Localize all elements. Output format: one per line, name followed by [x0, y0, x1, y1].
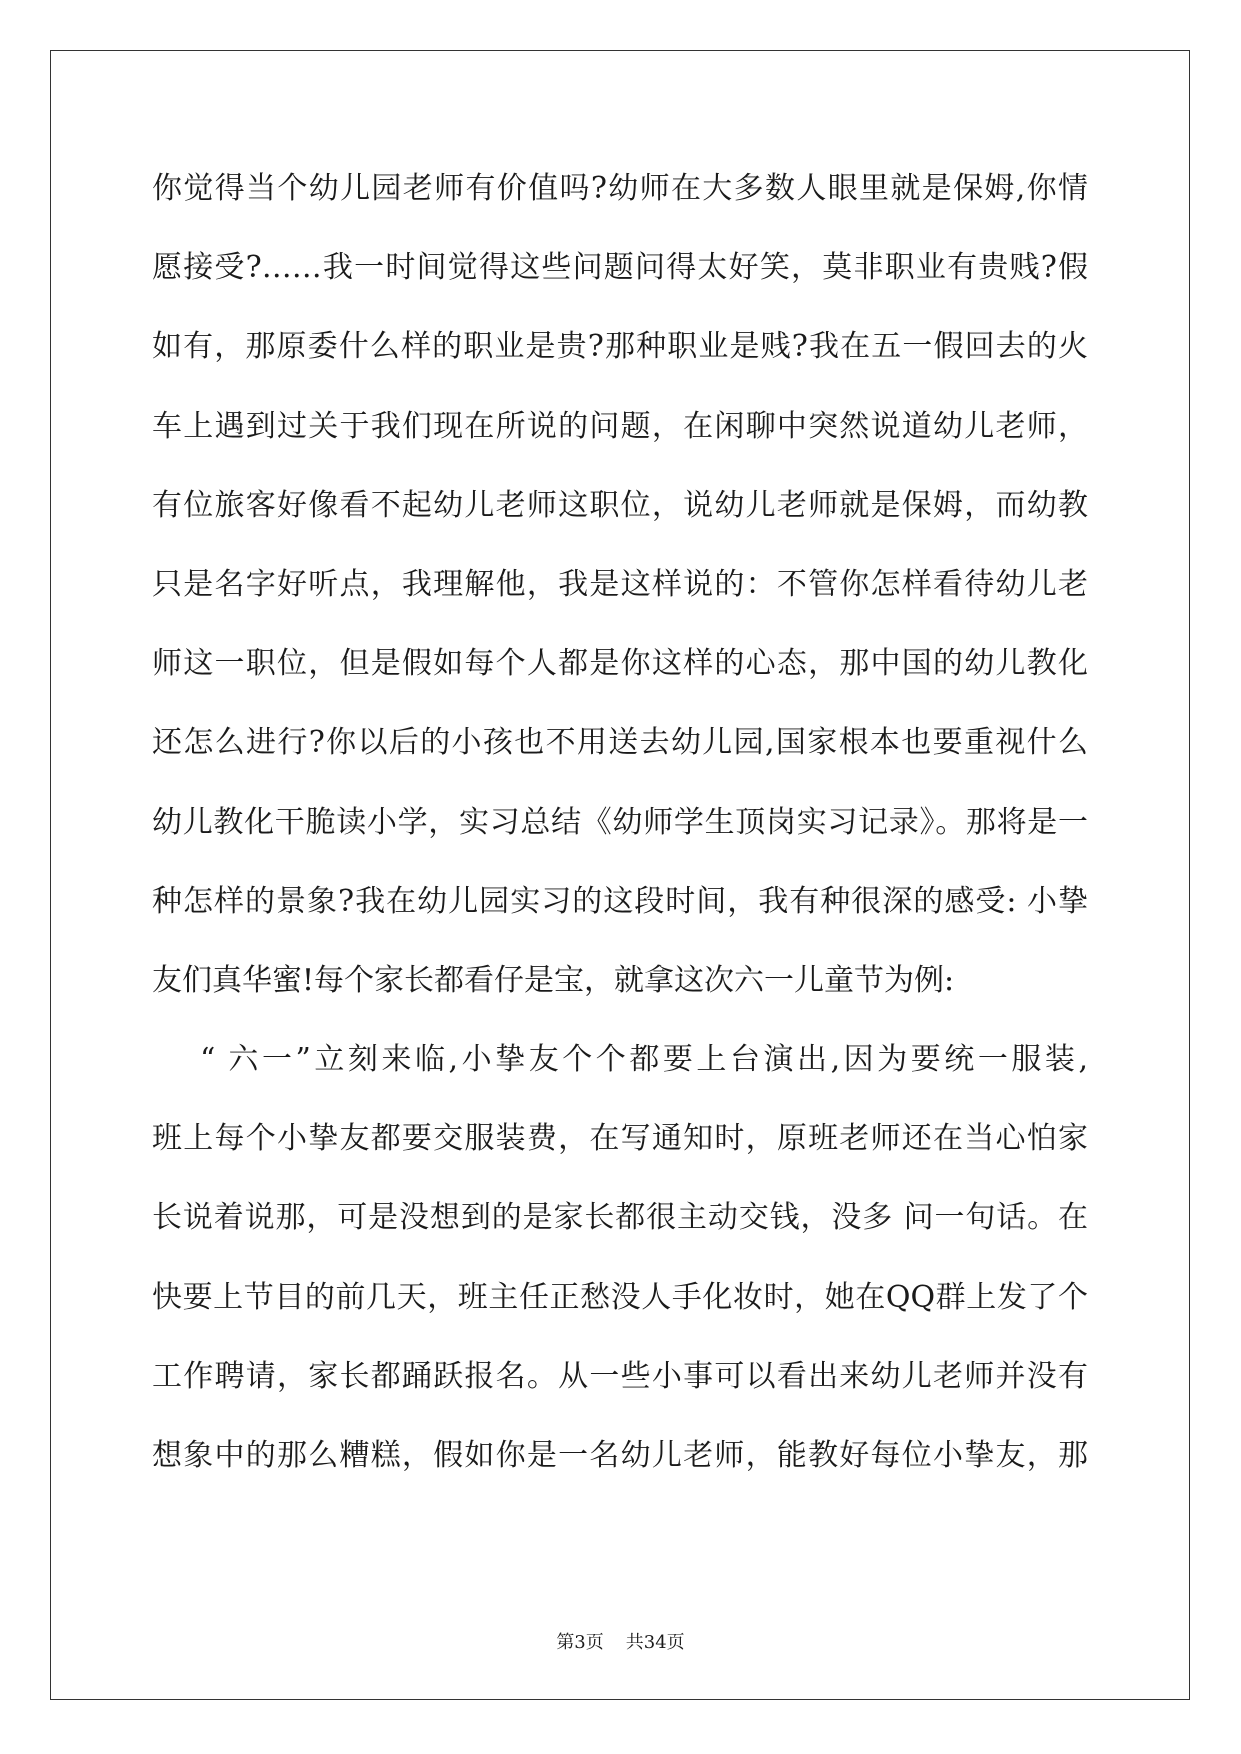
- text-line: 工作聘请，家长都踊跃报名。从一些小事可以看出来幼儿老师并没有: [152, 1358, 1088, 1394]
- text-line: 你觉得当个幼儿园老师有价值吗?幼师在大多数人眼里就是保姆,你情: [152, 171, 1088, 206]
- text-line: 车上遇到过关于我们现在所说的问题，在闲聊中突然说道幼儿老师，: [152, 408, 1088, 444]
- text-line: 班上每个小挚友都要交服装费，在写通知时，原班老师还在当心怕家: [152, 1121, 1088, 1157]
- text-line: 只是名字好听点，我理解他，我是这样说的：不管你怎样看待幼儿老: [152, 566, 1088, 602]
- text-line: 愿接受?……我一时间觉得这些问题问得太好笑，莫非职业有贵贱?假: [152, 250, 1088, 286]
- text-line: 师这一职位，但是假如每个人都是你这样的心态，那中国的幼儿教化: [152, 646, 1088, 682]
- text-line: 种怎样的景象?我在幼儿园实习的这段时间，我有种很深的感受: 小挚: [152, 883, 1088, 919]
- text-line: 想象中的那么糟糕，假如你是一名幼儿老师，能教好每位小挚友，那: [152, 1438, 1088, 1473]
- text-line: 有位旅客好像看不起幼儿老师这职位，说幼儿老师就是保姆，而幼教: [152, 487, 1088, 523]
- page-total: 共34页: [625, 1632, 685, 1653]
- text-line: 长说着说那，可是没想到的是家长都很主动交钱，没多 问一句话。在: [152, 1200, 1088, 1236]
- text-line: 快要上节目的前几天，班主任正愁没人手化妆时，她在QQ群上发了个: [152, 1279, 1088, 1315]
- text-line: 如有，那原委什么样的职业是贵?那种职业是贱?我在五一假回去的火: [152, 329, 1088, 365]
- text-line: “ 六一”立刻来临,小挚友个个都要上台演出,因为要统一服装,: [200, 1042, 1088, 1078]
- text-line: 友们真华蜜!每个家长都看仔是宝，就拿这次六一儿童节为例:: [152, 962, 955, 998]
- text-line: 幼儿教化干脆读小学，实习总结《幼师学生顶岗实习记录》。那将是一: [152, 804, 1088, 840]
- page-number: 第3页: [556, 1632, 604, 1653]
- page-footer: [0, 1628, 1241, 1654]
- document-body: [152, 162, 1088, 1508]
- text-line: 还怎么进行?你以后的小孩也不用送去幼儿园,国家根本也要重视什么: [152, 725, 1088, 761]
